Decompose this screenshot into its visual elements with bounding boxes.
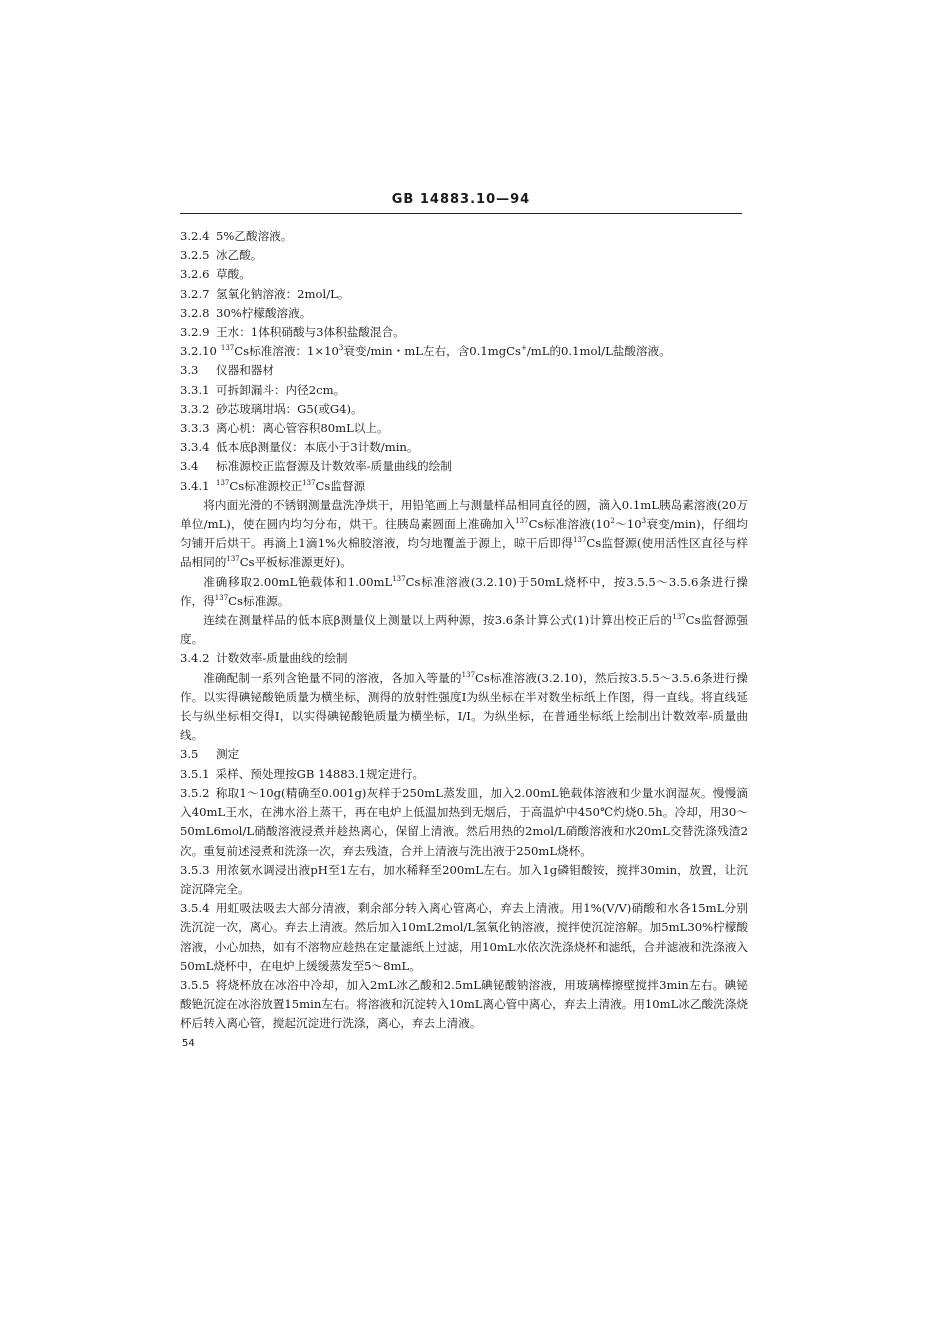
ion-superscript: + [520, 344, 527, 353]
document-body [180, 227, 748, 1034]
item-3-3-3 [180, 419, 748, 438]
step-number: 3.5.5 [180, 977, 210, 992]
isotope-superscript: 137 [302, 478, 316, 487]
item-3-2-7 [180, 285, 748, 304]
paragraph-standard-source: 准确移取2.00mL铯载体和$1.00mL^{137}Cs$标准溶液(3.2.10)于50mL烧杯中，按3.5.5～3.5.6条进行操作，得$^{137}$Cs标准源。 [180, 574, 748, 608]
step-number: 3.5.3 [180, 862, 210, 877]
item-number: 3.2.8 [180, 305, 210, 320]
item-text: 离心机：离心管容积80mL以上。 [216, 421, 389, 436]
item-number: 3.3.4 [180, 440, 210, 455]
item-text: Cs标准溶液：1×10 [234, 344, 339, 359]
item-text: 30%柠檬酸溶液。 [216, 305, 312, 320]
item-3-2-10 [180, 342, 748, 361]
item-number: 3.2.10 [180, 344, 217, 359]
section-title: 标准源校正监督源及计数效率-质量曲线的绘制 [216, 459, 452, 474]
item-text: 砂芯玻璃坩埚：G5(或G4)。 [216, 401, 363, 416]
section-title: Cs监督源 [315, 478, 366, 493]
item-text: 王水：1体积硝酸与3体积盐酸混合。 [216, 325, 405, 340]
item-text: 草酸。 [216, 267, 251, 282]
header-rule [180, 213, 742, 214]
isotope-superscript: 137 [461, 670, 476, 679]
section-number: 3.3 [180, 363, 199, 378]
section-number: 3.4 [180, 459, 199, 474]
paragraph-efficiency-curve: 准确配制一系列含铯量不同的溶液，各加入等量的$^{137}$Cs标准溶液(3.2.10)，然后按3.5.5～3.5.6条进行操作。以实得碘铋酸铯质量为横坐标，测得的放射性强度I为纵坐标在半对数坐标纸上作图，得一直线。将直线延长与纵坐标相交得I，以实得碘铋酸铯质量为横坐标，I/I。为纵坐标，在普通坐标纸上绘制出计数效率-质量曲线。 [180, 670, 748, 743]
item-3-2-5 [180, 246, 748, 265]
section-title: 仪器和器材 [216, 363, 274, 378]
item-3-3-4 [180, 438, 748, 457]
item-number: 3.3.2 [180, 401, 210, 416]
item-text: 5%乙酸溶液。 [216, 229, 293, 243]
item-number: 3.2.6 [180, 267, 210, 282]
section-title: Cs标准源校正 [229, 478, 303, 493]
item-3-3-1 [180, 381, 748, 400]
section-number: 3.5 [180, 747, 199, 762]
power-superscript: 3 [641, 517, 647, 526]
item-text: 衰变/min・mL左右，含0.1mgCs [343, 344, 521, 359]
step-3-5-5 [180, 976, 748, 1034]
item-3-2-9 [180, 323, 748, 342]
section-title: 计数效率-质量曲线的绘制 [216, 651, 348, 666]
isotope-superscript: 137 [214, 593, 229, 602]
isotope-superscript: 137 [392, 574, 406, 583]
section-3-4-1 [180, 477, 748, 496]
item-number: 3.3.1 [180, 382, 210, 397]
isotope-superscript: 137 [220, 344, 235, 353]
item-text: 冰乙酸。 [216, 248, 263, 263]
step-3-5-2 [180, 784, 748, 861]
isotope-superscript: 137 [573, 536, 587, 545]
item-number: 3.2.5 [180, 248, 210, 263]
item-3-3-2 [180, 400, 748, 419]
item-number: 3.2.4 [180, 229, 210, 243]
item-3-2-8 [180, 304, 748, 323]
step-text: 用浓氨水调浸出液pH至1左右，加水稀释至200mL左右。加入1g磷钼酸铵，搅拌30min，放置，让沉淀沉降完全。 [180, 862, 748, 896]
step-text: 用虹吸法吸去大部分清液，剩余部分转入离心管离心，弃去上清液。用1%(V/V)硝酸和水各15mL分别洗沉淀一次，离心。弃去上清液。然后加入10mL2mol/L氢氧化钠溶液，搅拌使沉淀溶解。加5mL30%柠檬酸溶液，小心加热，如有不溶物应趁热在定量滤纸上过滤，用10mL水依次洗涤烧杯和滤纸，合并滤液和洗涤液入50mL烧杯中，在电炉上缓缓蒸发至5～8mL。 [180, 901, 748, 973]
power-superscript: 3 [338, 344, 344, 353]
section-3-4-2 [180, 649, 748, 668]
paragraph-calibration: 连续在测量样品的低本底β测量仪上测量以上两种源，按3.6条计算公式(1)计算出校正后的$^{137}$Cs监督源强度。 [180, 613, 748, 647]
step-text: 采样、预处理按GB 14883.1规定进行。 [215, 766, 425, 781]
item-text: 低本底β测量仪：本底小于3计数/min。 [216, 440, 419, 455]
item-text: 可拆卸漏斗：内径2cm。 [216, 382, 346, 397]
item-number: 3.2.7 [180, 286, 210, 301]
item-number: 3.2.9 [180, 325, 210, 340]
item-text: 氢氧化钠溶液：2mol/L。 [216, 286, 350, 301]
section-3-5 [180, 745, 748, 764]
step-number: 3.5.2 [180, 785, 210, 800]
page-number: 54 [182, 1038, 195, 1049]
section-3-4 [180, 457, 748, 476]
section-number: 3.4.1 [180, 478, 210, 493]
step-3-5-3 [180, 861, 748, 899]
item-3-2-4 [180, 227, 748, 246]
isotope-superscript: 137 [226, 555, 240, 564]
step-3-5-4 [180, 899, 748, 976]
isotope-superscript: 137 [672, 613, 686, 622]
paragraph-monitor-source: 将内面光滑的不锈钢测量盘洗净烘干，用铅笔画上与测量样品相同直径的圆，滴入0.1mL胰岛素溶液(20万单位/mL)，使在圆内均匀分布，烘干。往胰岛素圆面上准确加入$^{137}$Cs标准溶液($10^2\sim 10^3$衰变/min)，仔细均匀铺开后烘干。再滴上1滴1%火棉胶溶液，均匀地覆盖于源上，晾干后即得$^{137}$Cs监督源(使用活性区直径与样品相同的$^{137}$Cs平板标准源更好)。 [180, 497, 748, 570]
step-text: 称取1～10g(精确至0.001g)灰样于250mL蒸发皿，加入2.00mL铯载体溶液和少量水润湿灰。慢慢滴入40mL王水，在沸水浴上蒸干，再在电炉上低温加热到无烟后，于高温炉中450℃灼烧0.5h。冷却，用30～50mL6mol/L硝酸溶液浸煮并趁热离心，保留上清液。然后用热的2mol/L硝酸溶液和水20mL交替洗涤残渣2次。重复前述浸煮和洗涤一次，弃去残渣，合并上清液与洗出液于250mL烧杯。 [180, 785, 748, 858]
section-number: 3.4.2 [180, 651, 210, 666]
item-text: /mL的0.1mol/L盐酸溶液。 [526, 344, 671, 359]
page-header: GB 14883.10—94 [391, 192, 531, 207]
section-3-3 [180, 361, 748, 380]
isotope-superscript: 137 [216, 478, 230, 487]
isotope-superscript: 137 [515, 517, 529, 526]
power-superscript: 2 [610, 517, 615, 526]
step-text: 将烧杯放在冰浴中冷却，加入2mL冰乙酸和2.5mL碘铋酸钠溶液，用玻璃棒擦壁搅拌3min左右。碘铋酸铯沉淀在冰浴放置15min左右。将溶液和沉淀转入10mL离心管中离心，弃去上清液。用10mL冰乙酸洗涤烧杯后转入离心管，搅起沉淀进行洗涤，离心，弃去上清液。 [180, 977, 748, 1031]
section-title: 测定 [216, 747, 240, 762]
step-number: 3.5.4 [180, 901, 210, 916]
item-3-2-6 [180, 265, 748, 284]
item-number: 3.3.3 [180, 421, 210, 436]
step-number: 3.5.1 [180, 766, 210, 781]
step-3-5-1 [180, 765, 748, 784]
